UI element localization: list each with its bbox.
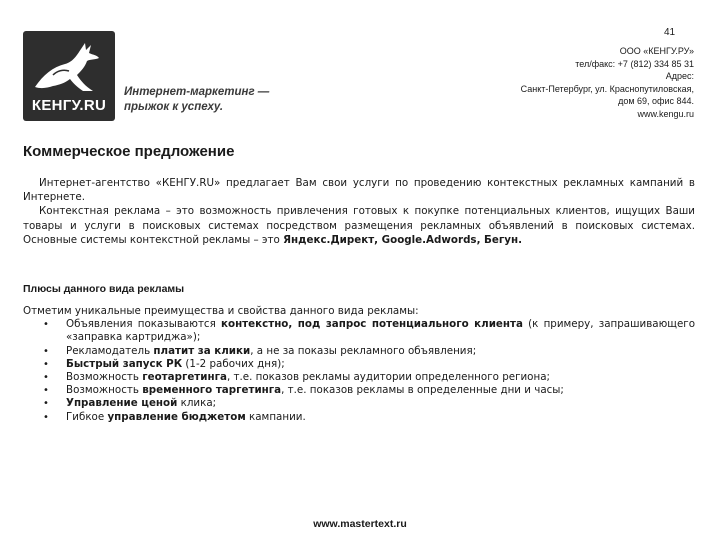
website-link[interactable]: www.kengu.ru: [637, 108, 694, 119]
page-title: Коммерческое предложение: [23, 143, 235, 160]
contacts-block: [521, 45, 694, 121]
intro-paragraph-2-text: Контекстная реклама – это возможность привлечения готовых к покупке потенциальных клиентов, ищущих Ваши товары и услуги в поисковых системах посредством размещения рекламных объявлений в поисковых системах. Основные системы контекстной рекламы – это: [23, 205, 695, 246]
slogan-line-1: Интернет-маркетинг —: [124, 86, 270, 98]
company-logo: [23, 31, 115, 121]
footer-link[interactable]: www.mastertext.ru: [313, 518, 407, 530]
advantages-title: Плюсы данного вида рекламы: [23, 283, 185, 295]
logo-text: КЕНГУ.RU: [31, 97, 107, 114]
intro-paragraph-2: [23, 204, 695, 247]
list-item: • Объявления показываются контекстно, под запрос потенциального клиента (к примеру, запрашивающего «заправка картриджа»);: [23, 318, 695, 344]
list-item: • Управление ценой клика;: [23, 397, 695, 410]
company-name: ООО «КЕНГУ.РУ»: [619, 46, 694, 56]
list-item: • Гибкое управление бюджетом кампании.: [23, 411, 695, 424]
list-item: • Возможность геотаргетинга, т.е. показов рекламы аудитории определенного региона;: [23, 371, 695, 384]
address-line-1: Санкт-Петербург, ул. Краснопутиловская,: [520, 83, 694, 94]
list-item: • Возможность временного таргетинга, т.е. показов рекламы в определенные дни и часы;: [23, 384, 695, 397]
advantages-section: [23, 305, 695, 424]
list-item: • Быстрый запуск РК (1-2 рабочих дня);: [23, 358, 695, 371]
intro-paragraph-2-end: .: [518, 233, 523, 246]
slogan-line-2: прыжок к успеху.: [124, 101, 224, 113]
list-item: • Рекламодатель платит за клики, а не за показы рекламного объявления;: [23, 345, 695, 358]
intro-paragraph-1: Интернет-агентство «КЕНГУ.RU» предлагает Вам свои услуги по проведению контекстных рекламных кампаний в Интернете.: [23, 177, 695, 204]
advantages-intro: Отметим уникальные преимущества и свойства данного вида рекламы:: [23, 305, 419, 317]
address-line-2: дом 69, офис 844.: [618, 96, 694, 107]
intro-text: [23, 176, 695, 247]
page-number: 41: [664, 27, 676, 38]
slogan: [124, 85, 269, 115]
phone: тел/факс: +7 (812) 334 85 31: [575, 58, 694, 69]
address-label: Адрес:: [665, 71, 694, 82]
ad-systems: Яндекс.Директ, Google.Adwords, Бегун: [283, 233, 519, 246]
advantages-list: [23, 318, 695, 424]
